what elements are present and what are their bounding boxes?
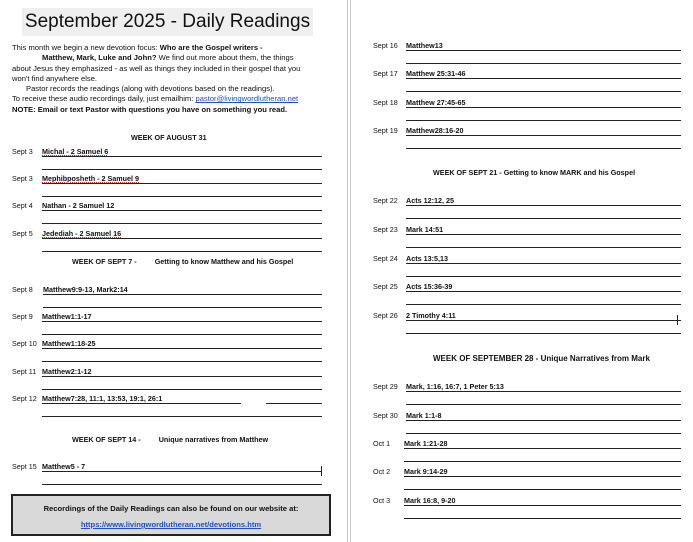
- reading-date: Sept 29: [373, 382, 398, 391]
- intro-line-2: We find out more about them, the things: [156, 53, 294, 63]
- reading-row: [373, 126, 681, 138]
- reading-date: Sept 11: [12, 367, 37, 376]
- reading-reference: Matthew28:16-20: [406, 126, 464, 135]
- writing-line: [406, 205, 681, 206]
- pastor-email-link[interactable]: pastor@livingwordlutheran.net: [195, 94, 299, 104]
- reading-reference: Matthew1:1-17: [42, 312, 92, 321]
- reading-reference: Mark 14:51: [406, 225, 444, 234]
- reading-reference: Mark 1:1-8: [406, 411, 442, 420]
- reading-reference: Mark 16:8, 9-20: [404, 496, 456, 505]
- writing-line: [406, 247, 681, 248]
- writing-line: [42, 403, 322, 404]
- reading-reference: Matthew2:1-12: [42, 367, 92, 376]
- week-heading-sept7-date: WEEK OF SEPT 7 -: [72, 257, 137, 266]
- reading-date: Sept 8: [12, 285, 33, 294]
- writing-line: [42, 484, 322, 485]
- reading-date: Oct 3: [373, 496, 391, 505]
- reading-date: Sept 4: [12, 201, 33, 210]
- reading-date: Sept 3: [12, 174, 33, 183]
- reading-reference: Acts 15:36-39: [406, 282, 453, 291]
- reading-row: [12, 285, 322, 297]
- writing-line: [42, 169, 322, 170]
- reading-row: [373, 311, 681, 323]
- reading-row: [373, 69, 681, 81]
- reading-reference: Mark, 1:16, 16:7, 1 Peter 5:13: [406, 382, 504, 391]
- intro-line-5: Pastor records the readings (along with devotions based on the readings).: [26, 84, 275, 94]
- reading-row: [373, 41, 681, 53]
- writing-line: [406, 391, 681, 392]
- writing-line: [42, 471, 322, 472]
- reading-reference: Matthew5 - 7: [42, 462, 86, 471]
- writing-line: [42, 238, 322, 239]
- reading-date: Sept 10: [12, 339, 37, 348]
- reading-reference: Mark 1:21-28: [404, 439, 448, 448]
- reading-reference: Mark 9:14-29: [404, 467, 448, 476]
- writing-line: [404, 476, 681, 477]
- writing-line: [406, 433, 681, 434]
- writing-line: [406, 263, 681, 264]
- writing-line: [42, 223, 322, 224]
- reading-row: [373, 98, 681, 110]
- writing-line: [406, 234, 681, 235]
- writing-line: [406, 50, 681, 51]
- intro-question-2: Matthew, Mark, Luke and John?: [42, 53, 157, 63]
- reading-reference: Acts 13:5,13: [406, 254, 448, 263]
- writing-line: [42, 156, 322, 157]
- recordings-footer-box: [11, 494, 331, 536]
- line-gap: [241, 401, 266, 405]
- writing-line: [406, 107, 681, 108]
- writing-line: [404, 518, 681, 519]
- writing-line: [406, 420, 681, 421]
- week-heading-aug31: WEEK OF AUGUST 31: [131, 133, 207, 142]
- reading-date: Sept 3: [12, 147, 33, 156]
- week-heading-sept7-theme: Getting to know Matthew and his Gospel: [154, 257, 294, 266]
- intro-question-1: Who are the Gospel writers -: [159, 43, 263, 52]
- reading-date: Sept 30: [373, 411, 398, 420]
- writing-line: [42, 334, 322, 335]
- writing-line: [406, 78, 681, 79]
- writing-line: [42, 321, 322, 322]
- writing-line: [42, 416, 322, 417]
- writing-line: [406, 63, 681, 64]
- writing-line: [42, 183, 322, 184]
- week-heading-sept14: [72, 435, 268, 444]
- reading-row: [12, 367, 322, 379]
- reading-row: [12, 339, 322, 351]
- reading-date: Sept 19: [373, 126, 398, 135]
- reading-reference: Matthew 25:31-46: [406, 69, 466, 78]
- week-heading-sept7: [72, 257, 293, 266]
- reading-reference: Matthew1:18-25: [42, 339, 96, 348]
- reading-row: [373, 225, 681, 237]
- reading-date: Sept 22: [373, 196, 398, 205]
- writing-line: [42, 361, 322, 362]
- line-end-mark: [321, 466, 322, 476]
- reading-row: [373, 382, 681, 394]
- reading-date: Oct 1: [373, 439, 391, 448]
- writing-line: [404, 448, 681, 449]
- week-heading-sept14-date: WEEK OF SEPT 14 -: [72, 435, 141, 444]
- reading-row: [373, 411, 681, 423]
- reading-date: Sept 12: [12, 394, 37, 403]
- writing-line: [406, 304, 681, 305]
- writing-line: [404, 489, 681, 490]
- intro-note: NOTE: Email or text Pastor with questions you have on something you read.: [12, 104, 288, 114]
- reading-reference: Matthew 27:45-65: [406, 98, 466, 107]
- reading-reference: 2 Timothy 4:11: [406, 311, 456, 320]
- reading-reference: Michal - 2 Samuel 6: [42, 147, 109, 156]
- reading-date: Sept 15: [12, 462, 37, 471]
- week-heading-sept14-theme: Unique narratives from Matthew: [158, 435, 269, 444]
- reading-reference: Acts 12:12, 25: [406, 196, 454, 205]
- reading-row: [373, 496, 681, 508]
- writing-line: [43, 307, 322, 308]
- reading-date: Sept 16: [373, 41, 398, 50]
- intro-line-1: This month we begin a new devotion focus:: [12, 43, 160, 52]
- page-title: September 2025 - Daily Readings: [22, 8, 313, 36]
- reading-row: [12, 229, 322, 241]
- reading-date: Sept 24: [373, 254, 398, 263]
- reading-row: [373, 282, 681, 294]
- writing-line: [42, 196, 322, 197]
- writing-line: [42, 251, 322, 252]
- reading-row: [12, 174, 322, 186]
- reading-row: [12, 462, 322, 474]
- line-end-mark: [677, 315, 678, 325]
- reading-row: [373, 467, 681, 479]
- reading-date: Sept 9: [12, 312, 33, 321]
- writing-line: [406, 120, 681, 121]
- reading-date: Sept 18: [373, 98, 398, 107]
- intro-paragraph: [12, 43, 330, 115]
- devotions-website-link[interactable]: https://www.livingwordlutheran.net/devotions.htm: [80, 520, 262, 529]
- reading-row: [12, 201, 322, 213]
- reading-reference: Matthew13: [406, 41, 443, 50]
- reading-date: Sept 25: [373, 282, 398, 291]
- writing-line: [42, 210, 322, 211]
- intro-line-3: about Jesus they emphasized - as well as things they included in their gospel that you: [12, 63, 301, 73]
- reading-reference: Nathan - 2 Samuel 12: [42, 201, 115, 210]
- writing-line: [406, 333, 681, 334]
- writing-line: [406, 91, 681, 92]
- reading-date: Sept 5: [12, 229, 33, 238]
- writing-line: [406, 218, 681, 219]
- reading-date: Sept 26: [373, 311, 398, 320]
- writing-line: [404, 461, 681, 462]
- reading-row: [373, 196, 681, 208]
- reading-row: [12, 394, 322, 406]
- reading-reference: Mephibposheth - 2 Samuel 9: [42, 174, 140, 183]
- writing-line: [406, 276, 681, 277]
- intro-line-6: To receive these audio recordings daily, just emailhim:: [12, 94, 196, 104]
- reading-date: Sept 23: [373, 225, 398, 234]
- week-heading-sept21: WEEK OF SEPT 21 - Getting to know MARK and his Gospel: [433, 168, 636, 177]
- writing-line: [43, 294, 322, 295]
- writing-line: [406, 291, 681, 292]
- recordings-footer-text: Recordings of the Daily Readings can also be found on our website at:: [43, 504, 299, 513]
- writing-line: [42, 389, 322, 390]
- week-heading-sept28: WEEK OF SEPTEMBER 28 - Unique Narratives from Mark: [433, 354, 650, 363]
- writing-line: [406, 148, 681, 149]
- reading-reference: Matthew9:9-13, Mark2:14: [43, 285, 128, 294]
- reading-row: [12, 312, 322, 324]
- writing-line: [42, 376, 322, 377]
- reading-date: Sept 17: [373, 69, 398, 78]
- writing-line: [404, 505, 681, 506]
- writing-line: [42, 348, 322, 349]
- reading-reference: Matthew7:28, 11:1, 13:53, 19:1, 26:1: [42, 394, 163, 403]
- reading-date: Oct 2: [373, 467, 391, 476]
- writing-line: [406, 135, 681, 136]
- reading-row: [12, 147, 322, 159]
- reading-row: [373, 439, 681, 451]
- writing-line: [406, 404, 681, 405]
- writing-line: [406, 320, 681, 321]
- right-page: [350, 0, 693, 542]
- intro-line-4: won't find anywhere else.: [12, 73, 98, 83]
- reading-reference: Jedediah - 2 Samuel 16: [42, 229, 122, 238]
- reading-row: [373, 254, 681, 266]
